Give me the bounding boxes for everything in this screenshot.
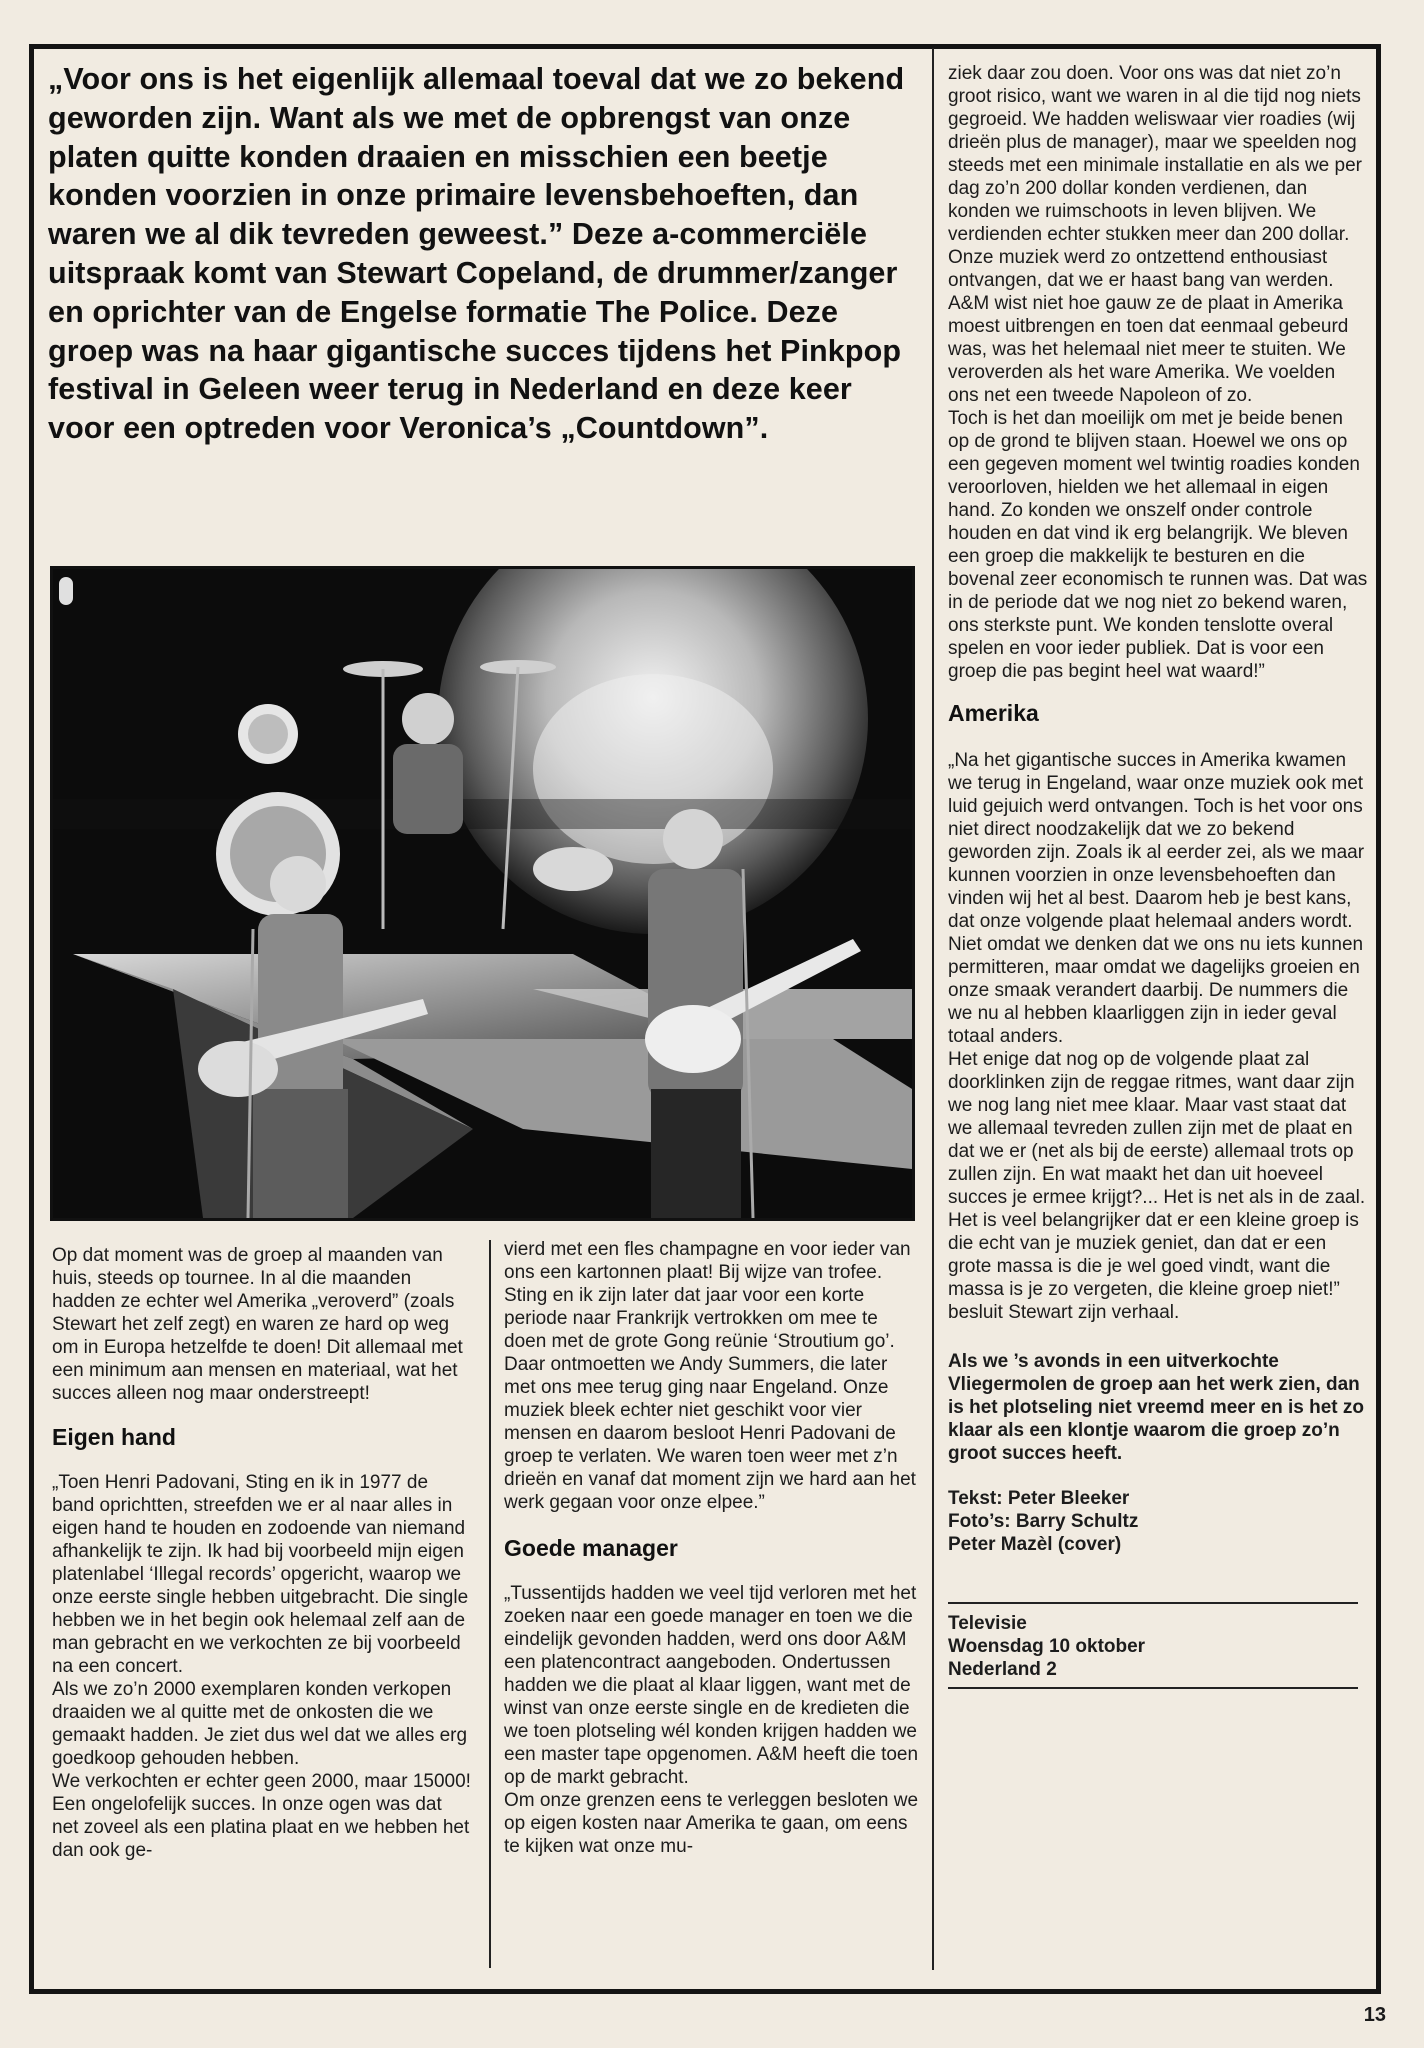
col2-paragraph: vierd met een fles champagne en voor ieder van ons een kartonnen plaat! Bij wijze van trofee. [504, 1239, 911, 1283]
col3-paragraph: Het enige dat nog op de volgende plaat zal doorklinken zijn de reggae ritmes, want daar zijn we nog lang niet mee klaar. Maar vast staat dat we allemaal tevreden zullen zijn met de plaat en dat we er (net als bij de eerste) allemaal trots op zullen zijn. En wat maakt het dan uit hoeveel succes je ermee krijgt?... Het is net als in de zaal. Het is veel belangrijker dat er een kleine groep is die echt van je muziek geniet, dan dat er een grote massa is die je wel goed vindt, want die massa is je zo vergeten, die kleine groep niet!” besluit Stewart zijn verhaal. [948, 1049, 1366, 1323]
divider [948, 1602, 1358, 1604]
col1-paragraph: Als we zo’n 2000 exemplaren konden verkopen draaiden we al quitte met de onkosten die we gemaakt hadden. Je ziet dus wel dat we alles erg goedkoop gehouden hebben. [52, 1679, 468, 1769]
column-middle [504, 1238, 924, 1858]
page-number: 13 [1363, 2004, 1386, 2026]
credit-photos: Foto’s: Barry Schultz [948, 1511, 1139, 1532]
credit-text: Tekst: Peter Bleeker [948, 1488, 1130, 1509]
column-right [948, 62, 1368, 1689]
col1-paragraph: „Toen Henri Padovani, Sting en ik in 1977 de band oprichtten, streefden we er al naar alles in eigen hand te houden en zodoende van niemand afhankelijk te zijn. Ik had bij voorbeeld mijn eigen platenlabel ‘Illegal records’ opgericht, waarop we onze eerste single hebben uitgebracht. Die single hebben we in het begin ook helemaal zelf aan de man gebracht en we verkochten ze bij voorbeeld na een concert. [52, 1472, 469, 1677]
heading-goede-manager: Goede manager [504, 1535, 678, 1561]
heading-amerika: Amerika [948, 700, 1039, 726]
col1-paragraph: Op dat moment was de groep al maanden van huis, steeds op tournee. In al die maanden hadden ze echter wel Amerika „veroverd” (zoals Stewart het zelf zegt) en waren ze hard op weg om in Europa hetzelfde te doen! Dit allemaal met een minimum aan mensen en materiaal, wat het succes alleen nog maar onderstreept! [52, 1245, 463, 1404]
col2-paragraph: „Tussentijds hadden we veel tijd verloren met het zoeken naar een goede manager en toen we die eindelijk gevonden hadden, werd ons door A&M een platencontract aangeboden. Ondertussen hadden we die plaat al klaar liggen, want met de winst van onze eerste single en de kredieten die we toen plotseling wél konden krijgen hadden we een master tape opgenomen. A&M heeft die toen op de markt gebracht. [504, 1583, 919, 1788]
tv-label: Televisie [948, 1613, 1027, 1634]
col3-paragraph: Onze muziek werd zo ontzettend enthousiast ontvangen, dat we er haast bang van werden. [948, 247, 1334, 291]
col3-paragraph: ziek daar zou doen. Voor ons was dat niet zo’n groot risico, want we waren in al die tijd nog niets gegroeid. We hadden weliswaar vier roadies (wij drieën plus de manager), maar we speelden nog steeds met een minimale installatie en als we per dag zo’n 200 dollar konden verdienen, dan konden we ruimschoots in leven blijven. We verdienden echter stukken meer dan 200 dollar. [948, 63, 1362, 245]
heading-eigen-hand: Eigen hand [52, 1424, 176, 1450]
column-divider [932, 48, 934, 1970]
band-photo [50, 566, 915, 1221]
divider [948, 1687, 1358, 1689]
col1-paragraph: We verkochten er echter geen 2000, maar 15000! Een ongelofelijk succes. In onze ogen was dat net zoveel als een platina plaat en we hebben het dan ook ge- [52, 1771, 471, 1861]
column-divider [489, 1240, 491, 1968]
tv-date: Woensdag 10 oktober [948, 1636, 1146, 1657]
col2-paragraph: Sting en ik zijn later dat jaar voor een korte periode naar Frankrijk vertrokken om mee te doen met de grote Gong reünie ‘Stroutium go’. Daar ontmoetten we Andy Summers, die later met ons mee terug ging naar Engeland. Onze muziek bleek echter niet geschikt voor vier mensen en daarom besloot Henri Padovani de groep te verlaten. We waren toen weer met z’n drieën en vanaf dat moment zijn we hard aan het werk gegaan voor onze elpee.” [504, 1285, 916, 1513]
closing-paragraph: Als we ’s avonds in een uitverkochte Vliegermolen de groep aan het werk zien, dan is het plotseling niet vreemd meer en is het zo klaar als een klontje waarom die groep zo’n groot succes heeft. [948, 1351, 1364, 1464]
column-left [52, 1244, 472, 1862]
col3-paragraph: Toch is het dan moeilijk om met je beide benen op de grond te blijven staan. Hoewel we ons op een gegeven moment wel twintig roadies konden veroorloven, hielden we het allemaal in eigen hand. Zo konden we onszelf onder controle houden en dat vind ik erg belangrijk. We bleven een groep die makkelijk te besturen en die bovenal zeer economisch te runnen was. Dat was in de periode dat we nog niet zo bekend waren, ons sterkste punt. We konden tenslotte overal spelen en voor ieder publiek. Dat is voor een groep die pas begint heel wat waard!” [948, 408, 1368, 682]
col3-paragraph: A&M wist niet hoe gauw ze de plaat in Amerika moest uitbrengen en toen dat eenmaal gebeurd was, was het helemaal niet meer te stuiten. We veroverden als het ware Amerika. We voelden ons net een tweede Napoleon of zo. [948, 293, 1349, 406]
intro-paragraph: „Voor ons is het eigenlijk allemaal toeval dat we zo bekend geworden zijn. Want als we met de opbrengst van onze platen quitte konden draaien en misschien een beetje konden voorzien in onze primaire levensbehoeften, dan waren we al dik tevreden geweest.” Deze a-commerciële uitspraak komt van Stewart Copeland, de drummer/zanger en oprichter van de Engelse formatie The Police. Deze groep was na haar gigantische succes tijdens het Pinkpop festival in Geleen weer terug in Nederland en deze keer voor een optreden voor Veronica’s „Countdown”. [48, 62, 905, 446]
col2-paragraph: Om onze grenzen eens te verleggen besloten we op eigen kosten naar Amerika te gaan, om eens te kijken wat onze mu- [504, 1790, 919, 1857]
col3-paragraph: „Na het gigantische succes in Amerika kwamen we terug in Engeland, waar onze muziek ook met luid gejuich werd ontvangen. Toch is het voor ons niet direct noodzakelijk dat we zo bekend geworden zijn. Zoals ik al eerder zei, als we maar kunnen voorzien in onze levensbehoeften dan vinden wij het al best. Daarom heb je best kans, dat onze volgende plaat helemaal anders wordt. Niet omdat we denken dat we ons nu iets kunnen permitteren, maar omdat we dagelijks groeien en onze smaak verandert daarbij. De nummers die we nu al hebben klaarliggen zijn in ieder geval totaal anders. [948, 750, 1365, 1047]
tv-channel: Nederland 2 [948, 1659, 1057, 1680]
credit-cover: Peter Mazèl (cover) [948, 1534, 1122, 1555]
